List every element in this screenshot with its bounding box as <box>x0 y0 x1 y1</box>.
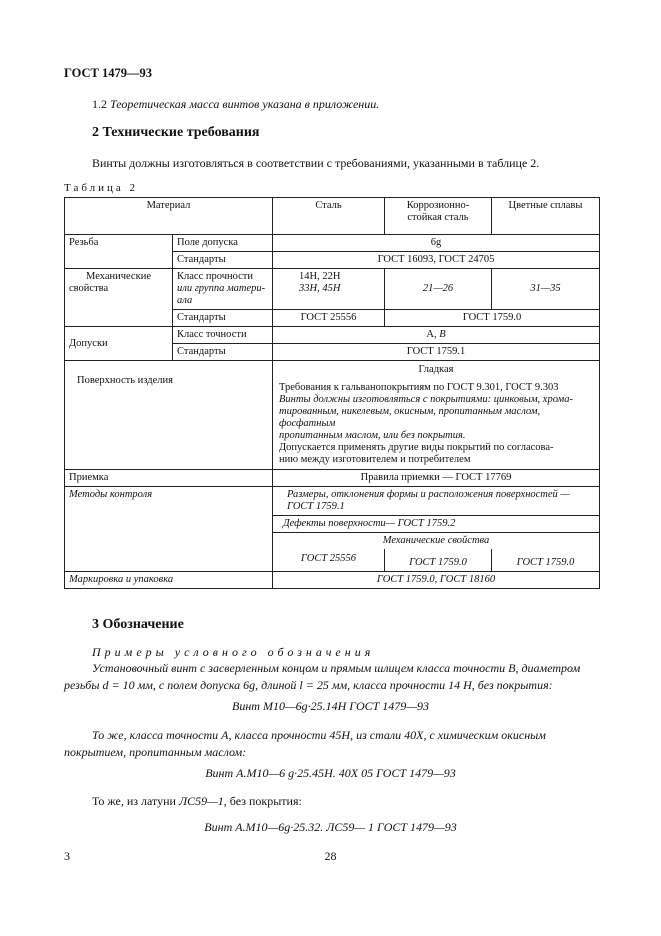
mech-label-l2: свойства <box>69 283 109 294</box>
strength-l3: ала <box>177 295 193 306</box>
example-1-text: Установочный винт с засверленным концом и прямым шлицем класса точности В, диаметром резьбы d = 10 мм, с полем допуска 6g, длиной l = 25 мм, класса прочности 14 H, без покрытия: <box>64 661 581 692</box>
header-corrosion-l1: Коррозионно- <box>406 200 470 211</box>
table-caption: Таблица 2 <box>64 182 139 194</box>
row-label-tolerances: Допуски <box>65 327 173 361</box>
page-number: 28 <box>324 849 337 863</box>
surface-l4: тированным, никелевым, окисным, пропитанным маслом, фосфатным <box>279 406 541 429</box>
clause-1-2 <box>92 97 379 112</box>
cell-control-nonferrous: ГОСТ 1759.0 <box>492 549 600 572</box>
strength-l1: Класс прочности <box>177 271 253 282</box>
row-label-control: Методы контроля <box>65 487 273 572</box>
document-header: ГОСТ 1479—93 <box>64 66 153 80</box>
clause-number: 1.2 <box>92 97 107 111</box>
header-corrosion-l2: стойкая сталь <box>407 212 469 223</box>
cell-marking: ГОСТ 1759.0, ГОСТ 18160 <box>273 572 600 589</box>
surface-l6: Допускается применять другие виды покрытий по согласова- <box>279 442 554 453</box>
cell-standards: Стандарты <box>173 310 273 327</box>
cell-control-dims <box>273 487 600 516</box>
header-material: Материал <box>65 198 273 235</box>
table-row <box>65 572 600 589</box>
section-3-title: 3 Обозначение <box>92 617 184 632</box>
control-dims-l1: Размеры, отклонения формы и расположения поверхностей — <box>287 489 570 500</box>
header-corrosion <box>385 198 492 235</box>
example-3-code: Винт А.М10—6g·25.32. ЛС59— 1 ГОСТ 1479—93 <box>204 820 457 834</box>
table-row <box>65 470 600 487</box>
row-label-mech <box>65 269 173 327</box>
cell-thread-standards: ГОСТ 16093, ГОСТ 24705 <box>273 252 600 269</box>
cell-tol-value: 6g <box>273 235 600 252</box>
table-row <box>65 235 600 252</box>
accuracy-b: В <box>439 329 446 340</box>
example-1-code: Винт М10—6g·25.14H ГОСТ 1479—93 <box>232 699 429 713</box>
table-row <box>65 327 600 344</box>
example-3-text-b: ЛС59—1 <box>178 794 224 808</box>
surface-l1: Гладкая <box>418 364 454 375</box>
section-2-paragraph: Винты должны изготовляться в соответствии с требованиями, указанными в таблице 2. <box>92 156 540 170</box>
cell-strength-class <box>173 269 273 310</box>
cell-tol-field: Поле допуска <box>173 235 273 252</box>
accuracy-a: А, <box>426 329 437 340</box>
cell-standards: Стандарты <box>173 252 273 269</box>
table-row <box>65 487 600 516</box>
strength-l2: или группа матери- <box>177 283 266 294</box>
cell-mech-std-other: ГОСТ 1759.0 <box>385 310 600 327</box>
row-label-surface: Поверхность изделия <box>65 361 273 470</box>
cell-control-corr: ГОСТ 1759.0 <box>385 549 492 572</box>
section-2-title: 2 Технические требования <box>92 125 260 140</box>
cell-acceptance: Правила приемки — ГОСТ 17769 <box>273 470 600 487</box>
cell-tolerances-standards: ГОСТ 1759.1 <box>273 344 600 361</box>
cell-mech-std-steel: ГОСТ 25556 <box>273 310 385 327</box>
control-dims-l2: ГОСТ 1759.1 <box>287 501 345 512</box>
example-2-code: Винт А.М10—6 g·25.45H. 40X 05 ГОСТ 1479—93 <box>205 766 456 780</box>
table-header-row <box>65 198 600 235</box>
cell-accuracy-value <box>273 327 600 344</box>
row-label-acceptance: Приемка <box>65 470 273 487</box>
table-2 <box>64 197 600 589</box>
cell-accuracy-class: Класс точности <box>173 327 273 344</box>
row-label-marking: Маркировка и упаковка <box>65 572 273 589</box>
header-nonferrous: Цветные сплавы <box>492 198 600 235</box>
cell-control-mech-head: Механические свойства <box>273 533 600 550</box>
header-steel: Сталь <box>273 198 385 235</box>
surface-l7: нию между изготовителем и потребителем <box>279 454 471 465</box>
mech-label-l1: Механические <box>86 271 151 282</box>
surface-l3: Винты должны изготовляться с покрытиями: цинковым, хрома- <box>279 394 573 405</box>
table-row <box>65 361 600 470</box>
example-3-text-c: , без покрытия: <box>223 794 302 808</box>
cell-steel-classes <box>273 269 385 310</box>
table-row <box>65 269 600 310</box>
example-2-text: То же, класса точности А, класса прочности 45H, из стали 40X, с химическим окисным покрытием, пропитанным маслом: <box>64 728 546 759</box>
clause-text: Теоретическая масса винтов указана в приложении. <box>110 97 380 111</box>
surface-l2: Требования к гальванопокрытиям по ГОСТ 9.301, ГОСТ 9.303 <box>279 382 559 393</box>
cell-control-steel: ГОСТ 25556 <box>273 549 385 572</box>
steel-classes-l1: 14H, 22H <box>299 271 341 282</box>
cell-surface-text <box>273 361 600 470</box>
cell-control-defects: Дефекты поверхности— ГОСТ 1759.2 <box>273 516 600 533</box>
examples-heading: Примеры условного обозначения <box>92 645 375 659</box>
surface-l5: пропитанным маслом, или без покрытия. <box>279 430 466 441</box>
steel-classes-l2: 33H, 45H <box>299 283 341 294</box>
cell-standards: Стандарты <box>173 344 273 361</box>
footer-left-number: 3 <box>64 849 70 863</box>
row-label-thread: Резьба <box>65 235 173 269</box>
cell-corr-class: 21—26 <box>385 269 492 310</box>
example-3-text-a: То же, из латуни <box>92 794 179 808</box>
example-3-text <box>92 794 302 809</box>
cell-nonferrous-class: 31—35 <box>492 269 600 310</box>
